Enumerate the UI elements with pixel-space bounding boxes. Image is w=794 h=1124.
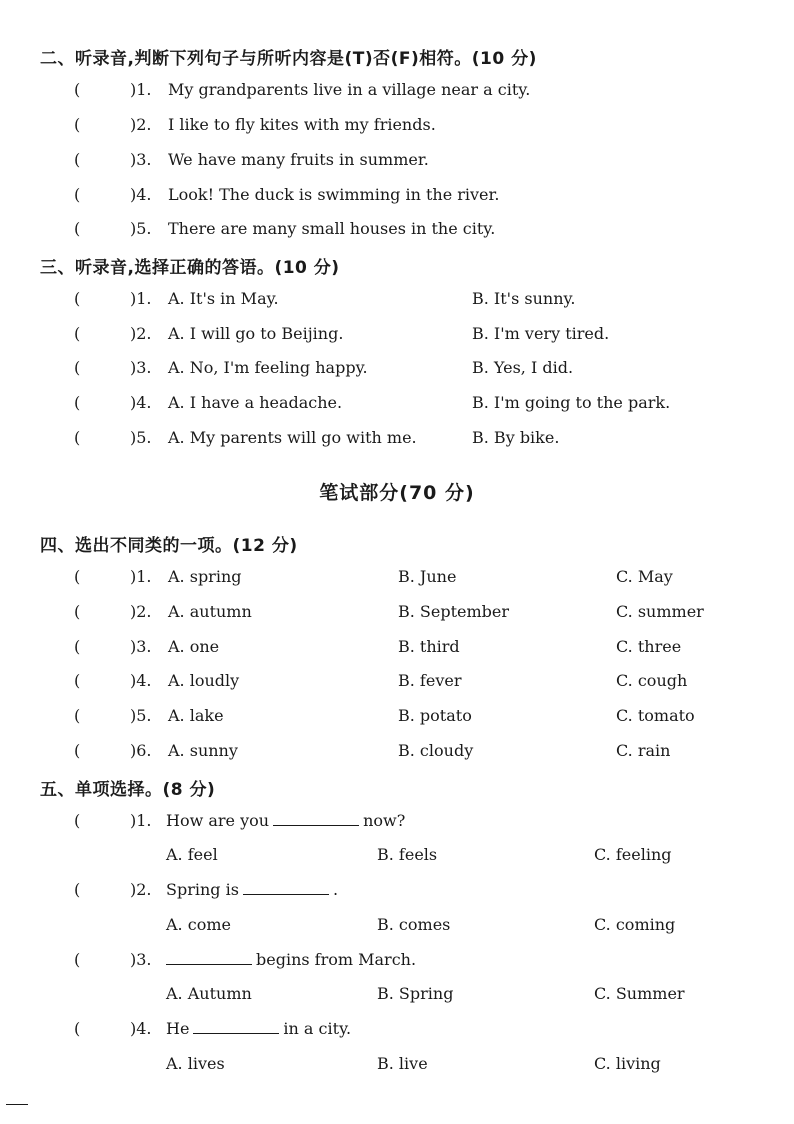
answer-paren: ( [74, 567, 81, 586]
answer-blank[interactable] [243, 880, 329, 895]
answer-blank[interactable] [273, 811, 359, 826]
option-b: B. September [398, 602, 510, 621]
option-b: B. feels [377, 845, 438, 864]
option-b: B. I'm going to the park. [472, 393, 671, 412]
section-4-item-2 [0, 602, 794, 628]
answer-paren: ( [74, 324, 81, 343]
item-number: )1. [130, 289, 152, 308]
written-part-heading: 笔试部分(70 分) [319, 482, 475, 504]
item-number: )2. [130, 880, 152, 899]
option-a: A. loudly [168, 671, 240, 690]
section-2-item-1 [0, 80, 794, 106]
section-3-item-3 [0, 358, 794, 384]
question-post: now? [363, 811, 406, 830]
item-text: We have many fruits in summer. [168, 150, 429, 169]
option-a: A. Autumn [166, 984, 252, 1003]
option-b: B. comes [377, 915, 451, 934]
option-c: C. rain [616, 741, 671, 760]
option-a: A. I will go to Beijing. [168, 324, 344, 343]
question-text [166, 811, 405, 830]
section-2-item-3 [0, 150, 794, 176]
answer-paren: ( [74, 602, 81, 621]
question-post: begins from March. [256, 950, 417, 969]
answer-paren: ( [74, 741, 81, 760]
option-a: A. lives [166, 1054, 225, 1073]
item-text: There are many small houses in the city. [168, 219, 496, 238]
section-5-options-4 [0, 1054, 794, 1080]
option-a: A. I have a headache. [168, 393, 343, 412]
question-text [162, 950, 416, 969]
option-c: C. tomato [616, 706, 695, 725]
answer-paren: ( [74, 393, 81, 412]
option-a: A. lake [168, 706, 224, 725]
section-5-heading: 五、单项选择。(8 分) [40, 780, 216, 800]
option-c: C. feeling [594, 845, 672, 864]
section-3-heading: 三、听录音,选择正确的答语。(10 分) [40, 258, 340, 278]
answer-paren: ( [74, 880, 81, 899]
section-3-item-2 [0, 324, 794, 350]
option-c: C. three [616, 637, 682, 656]
option-b: B. Yes, I did. [472, 358, 574, 377]
question-pre: Spring is [166, 880, 239, 899]
question-post: . [332, 880, 339, 899]
answer-blank[interactable] [193, 1019, 279, 1034]
section-5-question-2 [0, 880, 794, 906]
option-a: A. sunny [168, 741, 238, 760]
option-b: B. live [377, 1054, 428, 1073]
answer-paren: ( [74, 637, 81, 656]
option-a: A. My parents will go with me. [168, 428, 417, 447]
section-4-item-1 [0, 567, 794, 593]
option-a: A. autumn [168, 602, 252, 621]
section-5-question-4 [0, 1019, 794, 1045]
section-3-item-5 [0, 428, 794, 454]
item-number: )4. [130, 185, 152, 204]
option-a: A. one [168, 637, 220, 656]
item-text: My grandparents live in a village near a city. [168, 80, 531, 99]
answer-paren: ( [74, 358, 81, 377]
answer-paren: ( [74, 219, 81, 238]
section-5-question-1 [0, 811, 794, 837]
section-4-item-4 [0, 671, 794, 697]
item-number: )5. [130, 706, 152, 725]
option-b: B. potato [398, 706, 472, 725]
option-b: B. It's sunny. [472, 289, 576, 308]
section-4-item-3 [0, 637, 794, 663]
option-c: C. coming [594, 915, 676, 934]
item-number: )2. [130, 115, 152, 134]
section-5-options-1 [0, 845, 794, 871]
option-c: C. summer [616, 602, 704, 621]
option-a: A. come [166, 915, 231, 934]
section-2-heading: 二、听录音,判断下列句子与所听内容是(T)否(F)相符。(10 分) [40, 49, 537, 69]
option-a: A. It's in May. [168, 289, 279, 308]
item-number: )3. [130, 358, 152, 377]
option-b: B. Spring [377, 984, 454, 1003]
section-4-item-6 [0, 741, 794, 767]
answer-paren: ( [74, 150, 81, 169]
section-4-item-5 [0, 706, 794, 732]
section-3-item-4 [0, 393, 794, 419]
item-number: )4. [130, 1019, 152, 1038]
option-b: B. fever [398, 671, 462, 690]
item-number: )5. [130, 428, 152, 447]
question-post: in a city. [283, 1019, 352, 1038]
option-b: B. By bike. [472, 428, 560, 447]
answer-paren: ( [74, 80, 81, 99]
page-edge-mark [6, 1104, 28, 1105]
item-number: )5. [130, 219, 152, 238]
section-2-item-2 [0, 115, 794, 141]
option-c: C. May [616, 567, 673, 586]
answer-paren: ( [74, 671, 81, 690]
section-5-options-2 [0, 915, 794, 941]
question-pre: How are you [166, 811, 270, 830]
answer-paren: ( [74, 1019, 81, 1038]
section-5-options-3 [0, 984, 794, 1010]
option-c: C. Summer [594, 984, 685, 1003]
option-b: B. I'm very tired. [472, 324, 610, 343]
answer-paren: ( [74, 950, 81, 969]
section-5-question-3 [0, 950, 794, 976]
answer-paren: ( [74, 428, 81, 447]
question-text [166, 1019, 351, 1038]
option-c: C. living [594, 1054, 661, 1073]
item-number: )4. [130, 671, 152, 690]
item-number: )2. [130, 324, 152, 343]
item-number: )3. [130, 637, 152, 656]
item-number: )1. [130, 567, 152, 586]
item-number: )3. [130, 150, 152, 169]
section-3-item-1 [0, 289, 794, 315]
answer-paren: ( [74, 185, 81, 204]
option-b: B. cloudy [398, 741, 474, 760]
option-a: A. spring [168, 567, 242, 586]
option-c: C. cough [616, 671, 688, 690]
item-text: Look! The duck is swimming in the river. [168, 185, 500, 204]
item-number: )1. [130, 80, 152, 99]
answer-paren: ( [74, 115, 81, 134]
item-number: )2. [130, 602, 152, 621]
answer-paren: ( [74, 811, 81, 830]
section-2-item-4 [0, 185, 794, 211]
question-pre: He [166, 1019, 190, 1038]
answer-paren: ( [74, 706, 81, 725]
option-b: B. June [398, 567, 457, 586]
option-a: A. feel [166, 845, 218, 864]
section-2-item-5 [0, 219, 794, 245]
section-4-heading: 四、选出不同类的一项。(12 分) [40, 536, 298, 556]
answer-paren: ( [74, 289, 81, 308]
item-number: )1. [130, 811, 152, 830]
item-number: )4. [130, 393, 152, 412]
item-text: I like to fly kites with my friends. [168, 115, 436, 134]
option-a: A. No, I'm feeling happy. [168, 358, 368, 377]
item-number: )3. [130, 950, 152, 969]
question-text [166, 880, 338, 899]
item-number: )6. [130, 741, 152, 760]
option-b: B. third [398, 637, 460, 656]
answer-blank[interactable] [166, 950, 252, 965]
